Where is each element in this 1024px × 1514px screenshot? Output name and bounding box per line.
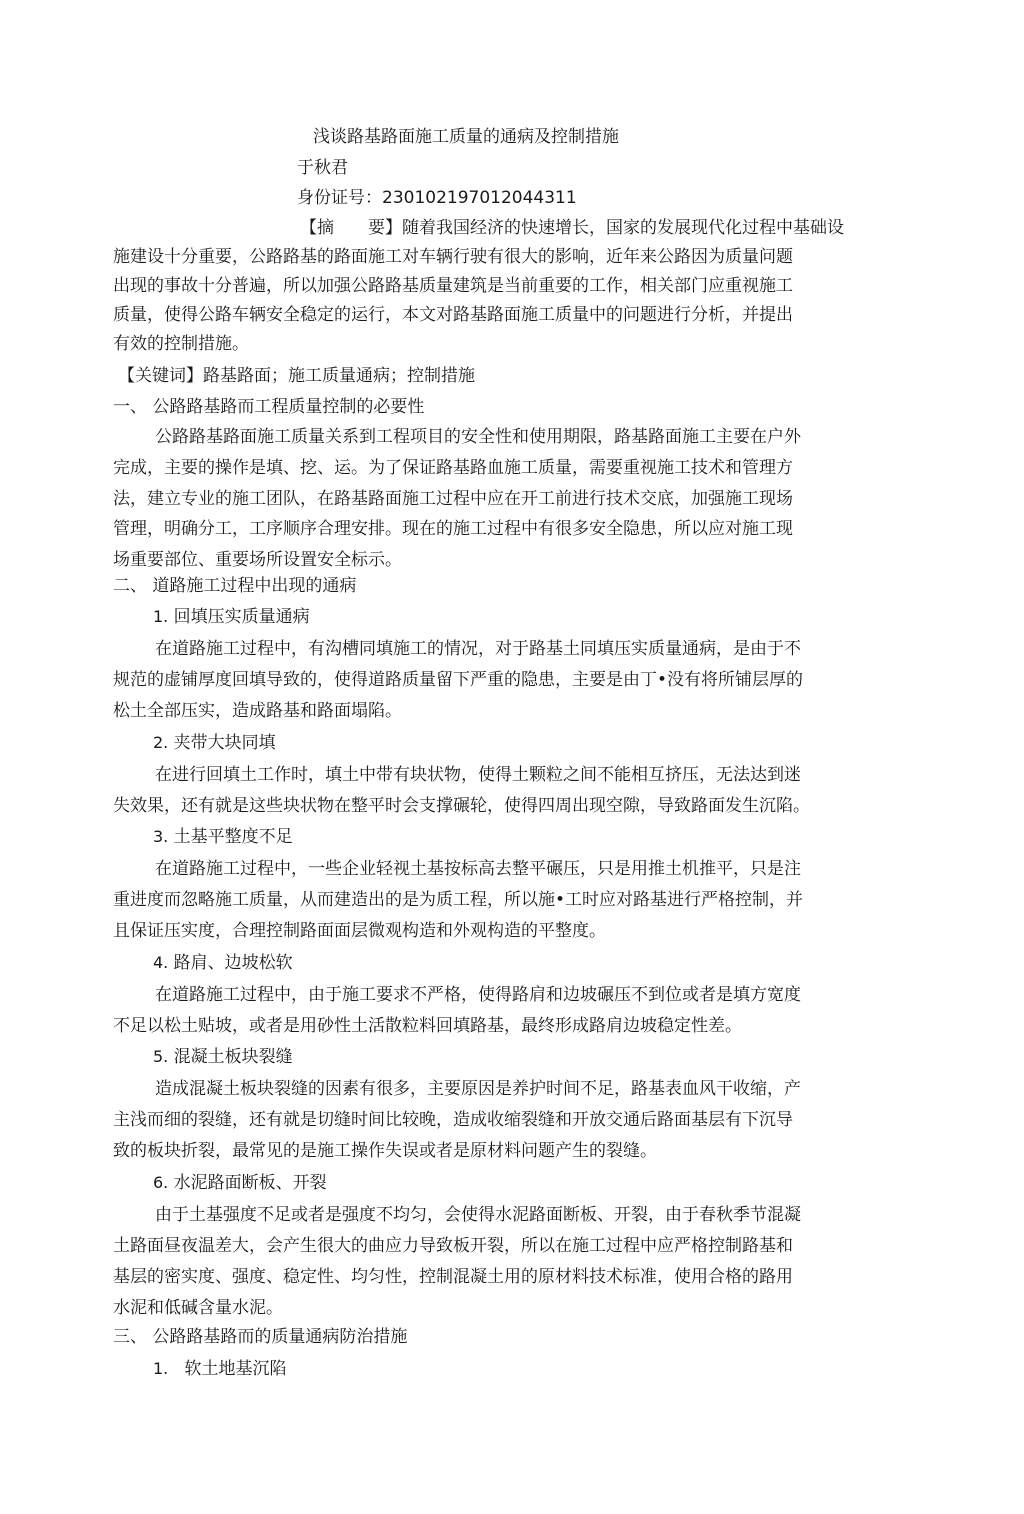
abstract-line: 有效的控制措施。 bbox=[113, 334, 249, 354]
paragraph-line: 不足以松土贴坡，或者是用砂性土活散粒料回填路基，最终形成路肩边坡稳定性差。 bbox=[113, 1016, 742, 1036]
section-heading: 二、 道路施工过程中出现的通病 bbox=[113, 576, 357, 596]
section-heading: 三、 公路路基路而的质量通病防治措施 bbox=[113, 1327, 408, 1347]
paragraph-line: 管理，明确分工，工序顺序合理安排。现在的施工过程中有很多安全隐患，所以应对施工现 bbox=[113, 519, 793, 539]
subheading-title: 回填压实质量通病 bbox=[173, 607, 310, 627]
subheading-number: 1. bbox=[153, 1359, 169, 1378]
paragraph-line: 在道路施工过程中，有沟槽同填施工的情况，对于路基土同填压实质量通病，是由于不 bbox=[155, 639, 801, 659]
paragraph-line: 土路面昼夜温差大，会产生很大的曲应力导致板开裂，所以在施工过程中应严格控制路基和 bbox=[113, 1236, 793, 1256]
section-heading: 一、 公路路基路而工程质量控制的必要性 bbox=[113, 397, 425, 417]
subheading bbox=[153, 730, 276, 756]
subheading-title: 土基平整度不足 bbox=[173, 827, 293, 847]
paragraph-line: 完成，主要的操作是填、挖、运。为了保证路基路血施工质量，需要重视施工技术和管理方 bbox=[113, 458, 793, 478]
keywords: 【关键词】路基路面；施工质量通病；控制措施 bbox=[118, 366, 475, 386]
id-number: 230102197012044311 bbox=[382, 188, 577, 208]
paragraph-line: 在道路施工过程中，一些企业轻视土基按标高去整平碾压，只是用推土机推平，只是注 bbox=[155, 859, 801, 879]
paragraph-line: 基层的密实度、强度、稳定性、均匀性，控制混凝土用的原材料技术标准，使用合格的路用 bbox=[113, 1267, 793, 1287]
abstract-line: 质量，使得公路车辆安全稳定的运行，本文对路基路面施工质量中的问题进行分析，并提出 bbox=[113, 305, 793, 325]
paragraph-line: 失效果，还有就是这些块状物在整平时会支撑碾轮，使得四周出现空隙，导致路面发生沉陷。 bbox=[113, 796, 810, 816]
paragraph-line: 规范的虚铺厚度回填导致的，使得道路质量留下严重的隐患，主要是由丁•没有将所铺层厚的 bbox=[113, 670, 804, 690]
subheading bbox=[153, 604, 310, 630]
abstract-line: 出现的事故十分普遍，所以加强公路路基质量建筑是当前重要的工作，相关部门应重视施工 bbox=[113, 276, 793, 296]
id-label: 身份证号： bbox=[297, 188, 382, 208]
abstract-line: 【摘 要】随着我国经济的快速增长，国家的发展现代化过程中基础设 bbox=[300, 218, 844, 238]
doc-author: 于秋君 bbox=[297, 158, 348, 178]
paragraph-line: 水泥和低碱含量水泥。 bbox=[113, 1298, 283, 1318]
paragraph-line: 致的板块折裂，最常见的是施工操作失误或者是原材料问题产生的裂缝。 bbox=[113, 1141, 657, 1161]
paragraph-line: 场重要部位、重要场所设置安全标示。 bbox=[113, 550, 402, 570]
subheading-number: 3. bbox=[153, 827, 169, 846]
paragraph-line: 松土全部压实，造成路基和路面塌陷。 bbox=[113, 701, 402, 721]
paragraph-line: 在进行回填土工作时，填土中带有块状物，使得土颗粒之间不能相互挤压，无法达到迷 bbox=[155, 765, 801, 785]
subheading bbox=[153, 950, 293, 976]
subheading-number: 5. bbox=[153, 1047, 169, 1066]
subheading-title: 软土地基沉陷 bbox=[184, 1359, 287, 1379]
paragraph-line: 重进度而忽略施工质量，从而建造出的是为质工程，所以施•工时应对路基进行严格控制，并 bbox=[113, 890, 804, 910]
subheading-number: 6. bbox=[153, 1173, 169, 1192]
paragraph-line: 公路路基路面施工质量关系到工程项目的安全性和使用期限，路基路面施工主要在户外 bbox=[155, 427, 801, 447]
subheading bbox=[153, 1044, 293, 1070]
paragraph-line: 在道路施工过程中，由于施工要求不严格，使得路肩和边坡碾压不到位或者是填方宽度 bbox=[155, 985, 801, 1005]
doc-title: 浅谈路基路面施工质量的通病及控制措施 bbox=[313, 127, 619, 147]
paragraph-line: 且保证压实度，合理控制路面面层微观构造和外观构造的平整度。 bbox=[113, 921, 606, 941]
subheading bbox=[153, 1170, 327, 1196]
subheading bbox=[153, 1356, 286, 1382]
paragraph-line: 主浅而细的裂缝，还有就是切缝时间比较晚，造成收缩裂缝和开放交通后路面基层有下沉导 bbox=[113, 1110, 793, 1130]
paragraph-line: 造成混凝土板块裂缝的因素有很多，主要原因是养护时间不足，路基表血风干收缩，产 bbox=[155, 1079, 801, 1099]
abstract-line: 施建设十分重要，公路路基的路面施工对车辆行驶有很大的影响，近年来公路因为质量问题 bbox=[113, 247, 793, 267]
paragraph-line: 由于土基强度不足或者是强度不均匀，会使得水泥路面断板、开裂，由于春秋季节混凝 bbox=[155, 1205, 801, 1225]
subheading-title: 水泥路面断板、开裂 bbox=[173, 1173, 327, 1193]
subheading bbox=[153, 824, 293, 850]
subheading-number: 1. bbox=[153, 607, 169, 626]
paragraph-line: 法，建立专业的施工团队，在路基路面施工过程中应在开工前进行技术交底，加强施工现场 bbox=[113, 489, 793, 509]
subheading-title: 路肩、边坡松软 bbox=[173, 953, 293, 973]
subheading-title: 夹带大块同填 bbox=[173, 733, 276, 753]
subheading-number: 2. bbox=[153, 733, 169, 752]
subheading-number: 4. bbox=[153, 953, 169, 972]
doc-id-line bbox=[297, 185, 577, 211]
subheading-title: 混凝土板块裂缝 bbox=[173, 1047, 293, 1067]
